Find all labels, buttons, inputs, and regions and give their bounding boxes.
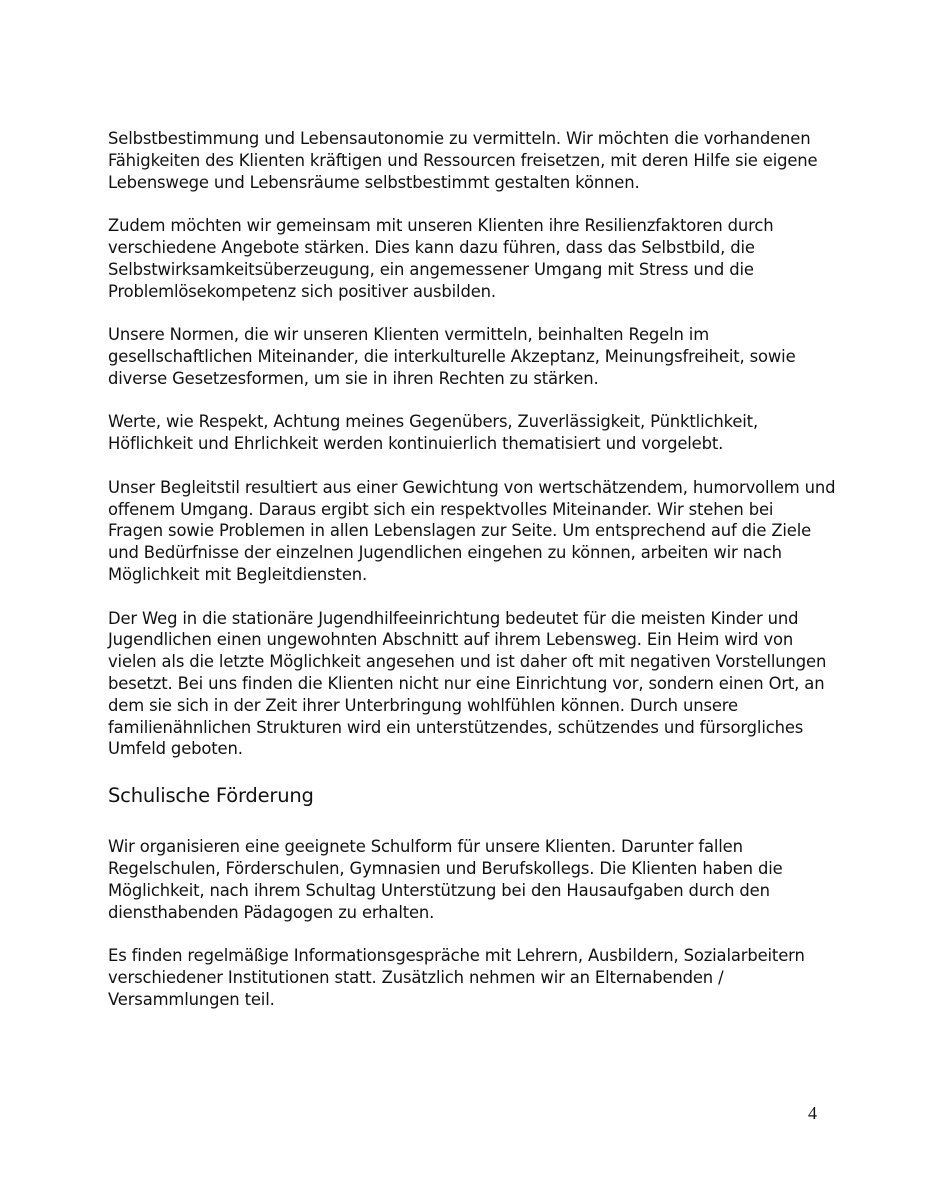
text-line: besetzt. Bei uns finden die Klienten nicht nur eine Einrichtung vor, sondern einen Ort, an bbox=[108, 673, 825, 693]
text-line: Jugendlichen einen ungewohnten Abschnitt auf ihrem Lebensweg. Ein Heim wird von bbox=[108, 630, 794, 650]
text-line: Der Weg in die stationäre Jugendhilfeeinrichtung bedeutet für die meisten Kinder und bbox=[108, 608, 799, 628]
text-line: vielen als die letzte Möglichkeit angesehen und ist daher oft mit negativen Vorstellungen bbox=[108, 652, 827, 672]
section-heading: Schulische Förderung bbox=[108, 784, 314, 808]
paragraph bbox=[108, 324, 820, 389]
paragraph bbox=[108, 945, 820, 1010]
text-line: offenem Umgang. Daraus ergibt sich ein respektvolles Miteinander. Wir stehen bei bbox=[108, 499, 774, 519]
text-line: Unser Begleitstil resultiert aus einer Gewichtung von wertschätzendem, humorvollem und bbox=[108, 477, 836, 497]
paragraph bbox=[108, 608, 827, 761]
text-line: verschiedener Institutionen statt. Zusätzlich nehmen wir an Elternabenden / bbox=[108, 967, 724, 987]
text-line: Versammlungen teil. bbox=[108, 989, 275, 1009]
text-line: Lebenswege und Lebensräume selbstbestimmt gestalten können. bbox=[108, 172, 640, 192]
text-line: diverse Gesetzesformen, um sie in ihren Rechten zu stärken. bbox=[108, 368, 599, 388]
text-line: Unsere Normen, die wir unseren Klienten vermitteln, beinhalten Regeln im bbox=[108, 325, 710, 345]
paragraph bbox=[108, 128, 820, 193]
text-line: dem sie sich in der Zeit ihrer Unterbringung wohlfühlen können. Durch unsere bbox=[108, 695, 738, 715]
text-line: Problemlösekompetenz sich positiver ausbilden. bbox=[108, 281, 496, 301]
text-line: familienähnlichen Strukturen wird ein unterstützendes, schützendes und fürsorgliches bbox=[108, 717, 804, 737]
paragraphs-before bbox=[108, 128, 836, 760]
text-line: gesellschaftlichen Miteinander, die interkulturelle Akzeptanz, Meinungsfreiheit, sowie bbox=[108, 346, 796, 366]
page-content bbox=[108, 128, 836, 1032]
text-line: Möglichkeit, nach ihrem Schultag Unterstützung bei den Hausaufgaben durch den bbox=[108, 880, 770, 900]
paragraph bbox=[108, 215, 820, 302]
text-line: und Bedürfnisse der einzelnen Jugendlichen eingehen zu können, arbeiten wir nach bbox=[108, 543, 782, 563]
text-line: Wir organisieren eine geeignete Schulform für unsere Klienten. Darunter fallen bbox=[108, 837, 743, 857]
text-line: Zudem möchten wir gemeinsam mit unseren Klienten ihre Resilienzfaktoren durch bbox=[108, 216, 774, 236]
paragraph bbox=[108, 836, 820, 923]
text-line: Regelschulen, Förderschulen, Gymnasien und Berufskollegs. Die Klienten haben die bbox=[108, 858, 783, 878]
text-line: Höflichkeit und Ehrlichkeit werden kontinuierlich thematisiert und vorgelebt. bbox=[108, 434, 724, 454]
text-line: Es finden regelmäßige Informationsgespräche mit Lehrern, Ausbildern, Sozialarbeitern bbox=[108, 946, 805, 966]
text-line: Umfeld geboten. bbox=[108, 739, 243, 759]
text-line: Selbstwirksamkeitsüberzeugung, ein angemessener Umgang mit Stress und die bbox=[108, 259, 754, 279]
paragraph bbox=[108, 477, 836, 586]
text-line: Werte, wie Respekt, Achtung meines Gegenübers, Zuverlässigkeit, Pünktlichkeit, bbox=[108, 412, 759, 432]
paragraphs-after bbox=[108, 836, 820, 1010]
text-line: Selbstbestimmung und Lebensautonomie zu vermitteln. Wir möchten die vorhandenen bbox=[108, 129, 811, 148]
page-number: 4 bbox=[808, 1103, 817, 1123]
text-line: verschiedene Angebote stärken. Dies kann dazu führen, dass das Selbstbild, die bbox=[108, 237, 755, 257]
text-line: Fähigkeiten des Klienten kräftigen und Ressourcen freisetzen, mit deren Hilfe sie eigene bbox=[108, 150, 818, 170]
text-line: Fragen sowie Problemen in allen Lebenslagen zur Seite. Um entsprechend auf die Ziele bbox=[108, 521, 812, 541]
text-line: Möglichkeit mit Begleitdiensten. bbox=[108, 564, 368, 584]
text-line: diensthabenden Pädagogen zu erhalten. bbox=[108, 902, 435, 922]
paragraph bbox=[108, 411, 820, 455]
